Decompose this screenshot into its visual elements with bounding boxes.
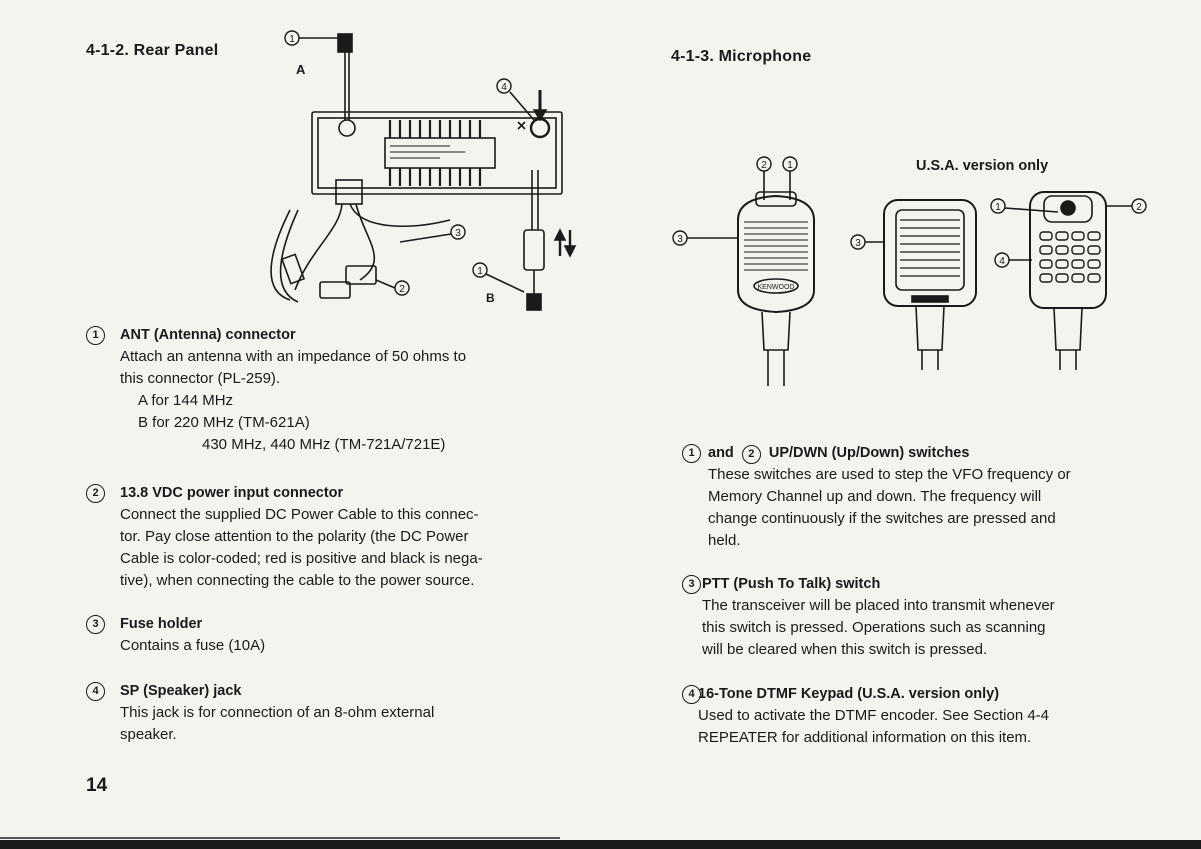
item-line: REPEATER for additional information on this item. [698,729,1032,746]
item-title-prefix: and [708,445,734,461]
item-title-text: UP/DWN (Up/Down) switches [768,445,970,461]
item-number: 4 [86,682,105,701]
item-line: held. [708,532,741,549]
item-number: 3 [86,615,105,634]
item-title: 16-Tone DTMF Keypad (U.S.A. version only) [698,686,1000,702]
svg-text:1: 1 [787,160,793,171]
rear-panel-heading: 4-1-2. Rear Panel [86,42,219,59]
mic-brand-label: KENWOOD [757,284,795,291]
item-ant-connector [86,324,586,456]
item-speaker-jack [86,680,586,746]
item-title: PTT (Push To Talk) switch [702,576,881,592]
item-title: Fuse holder [120,616,203,632]
microphone-diagram [668,150,1158,390]
item-line: Attach an antenna with an impedance of 50 ohms to [120,348,467,365]
item-line: Contains a fuse (10A) [120,637,266,654]
item-line: this switch is pressed. Operations such as scanning [702,619,1046,636]
item-line: B for 220 MHz (TM-621A) [138,414,310,431]
svg-text:2: 2 [1136,202,1142,213]
item-number: 1 [682,444,701,463]
item-line: change continuously if the switches are pressed and [708,510,1056,527]
item-ptt-switch [682,573,1152,661]
item-dtmf-keypad [682,683,1152,749]
item-number: 4 [682,685,701,704]
rear-panel-diagram [250,30,590,320]
item-line: These switches are used to step the VFO frequency or [708,466,1071,483]
item-line: The transceiver will be placed into transmit whenever [702,597,1055,614]
page-number: 14 [86,775,108,796]
svg-text:4: 4 [501,82,507,93]
page-bottom-edge [0,840,1201,849]
item-fuse-holder [86,613,586,657]
item-number: 1 [86,326,105,345]
item-number: 3 [682,575,701,594]
svg-text:1: 1 [995,202,1001,213]
svg-text:4: 4 [999,256,1005,267]
item-line: tive), when connecting the cable to the power source. [120,572,475,589]
usa-version-label: U.S.A. version only [916,158,1049,174]
item-power-connector [86,482,586,592]
label-b: B [486,291,495,305]
item-line: Used to activate the DTMF encoder. See Section 4-4 [698,707,1050,724]
item-line: A for 144 MHz [138,392,234,409]
item-line: This jack is for connection of an 8-ohm external [120,704,435,721]
item-title: 13.8 VDC power input connector [120,485,344,501]
svg-text:3: 3 [677,234,683,245]
microphone-heading: 4-1-3. Microphone [671,48,812,65]
item-line: speaker. [120,726,177,743]
svg-text:1: 1 [289,34,295,45]
item-line: this connector (PL-259). [120,370,281,387]
svg-text:2: 2 [761,160,767,171]
item-line: will be cleared when this switch is pressed. [702,641,988,658]
item-line: 430 MHz, 440 MHz (TM-721A/721E) [202,436,446,453]
svg-text:3: 3 [455,228,461,239]
svg-text:2: 2 [399,284,405,295]
item-title [708,442,1152,464]
item-up-down-switches [682,442,1152,552]
item-number: 2 [86,484,105,503]
svg-text:3: 3 [855,238,861,249]
svg-text:1: 1 [477,266,483,277]
item-line: tor. Pay close attention to the polarity (the DC Power [120,528,469,545]
item-number-2: 2 [742,445,761,464]
item-title: SP (Speaker) jack [120,683,242,699]
label-a: A [296,62,306,77]
item-title: ANT (Antenna) connector [120,327,296,343]
item-line: Connect the supplied DC Power Cable to this connec- [120,506,479,523]
item-line: Memory Channel up and down. The frequency will [708,488,1042,505]
item-line: Cable is color-coded; red is positive and black is nega- [120,550,483,567]
